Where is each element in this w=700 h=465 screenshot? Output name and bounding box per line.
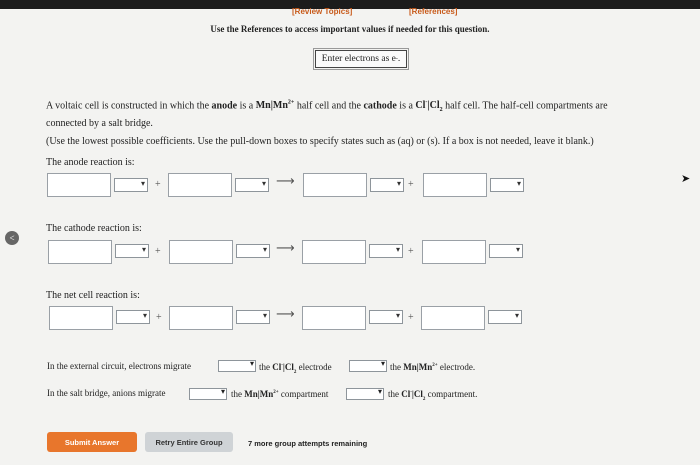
net-species-2-input[interactable]: [169, 306, 233, 330]
chevron-down-icon: ▾: [262, 311, 267, 320]
anode-product-2-input[interactable]: [423, 173, 487, 197]
anion-direction-select[interactable]: [189, 388, 227, 400]
chevron-down-icon: ▾: [395, 245, 400, 254]
electron-direction-select[interactable]: [218, 360, 256, 372]
reaction-arrow-icon: ⟶: [276, 307, 295, 322]
minus-superscript: -: [395, 56, 398, 62]
net-species-1-input[interactable]: [49, 306, 113, 330]
cl-electrode-text: the $Cl^-|Cl_2$ electrode: [259, 362, 332, 375]
cathode-product-state-1-select[interactable]: [369, 244, 403, 258]
use-references-note: Use the References to access important values if needed for this question.: [210, 24, 490, 34]
chevron-down-icon: ▾: [249, 359, 254, 368]
anode-product-1-input[interactable]: [303, 173, 367, 197]
enter-electrons-button[interactable]: [315, 50, 407, 68]
net-product-state-2-select[interactable]: [488, 310, 522, 324]
electron-direction-2-select[interactable]: [349, 360, 387, 372]
anode-species-2-input[interactable]: [168, 173, 232, 197]
salt-bridge-prefix: In the salt bridge, anions migrate: [47, 388, 166, 398]
chevron-down-icon: ▾: [261, 179, 266, 188]
net-label: The net cell reaction is:: [46, 290, 140, 301]
external-circuit-line: [47, 359, 191, 373]
chevron-down-icon: ▾: [380, 359, 385, 368]
salt-bridge-line: [47, 386, 165, 400]
cathode-product-2-input[interactable]: [422, 240, 486, 264]
net-product-1-input[interactable]: [302, 306, 366, 330]
plus-sign: +: [408, 246, 414, 257]
cathode-state-2-select[interactable]: [236, 244, 270, 258]
reaction-arrow-icon: ⟶: [276, 241, 295, 256]
enter-electrons-label: Enter electrons as e: [321, 54, 396, 64]
plus-sign: +: [155, 179, 161, 190]
cathode-product-1-input[interactable]: [302, 240, 366, 264]
net-state-1-select[interactable]: [116, 310, 150, 324]
attempts-remaining-text: 7 more group attempts remaining: [248, 439, 368, 448]
anode-state-2-select[interactable]: [235, 178, 269, 192]
anode-state-1-select[interactable]: [114, 178, 148, 192]
net-product-2-input[interactable]: [421, 306, 485, 330]
chevron-down-icon: ▾: [515, 245, 520, 254]
net-product-state-1-select[interactable]: [369, 310, 403, 324]
anode-product-state-1-select[interactable]: [370, 178, 404, 192]
cathode-species-1-input[interactable]: [48, 240, 112, 264]
instructions-text: (Use the lowest possible coefficients. Use the pull-down boxes to specify states such as (aq) or (s). If a box is not needed, leave it blank.): [46, 136, 594, 147]
anode-species-1-input[interactable]: [47, 173, 111, 197]
retry-group-button[interactable]: Retry Entire Group: [145, 432, 233, 452]
chevron-down-icon: ▾: [377, 387, 382, 396]
anode-label: The anode reaction is:: [46, 157, 135, 168]
cathode-state-1-select[interactable]: [115, 244, 149, 258]
plus-sign: +: [408, 179, 414, 190]
question-text: A voltaic cell is constructed in which the anode is a $Mn|Mn^{2+}$ half cell and the cathode is a $Cl^-|Cl_2$ half cell. The half-cell compartments are connected by a salt bridge.: [46, 100, 608, 130]
anode-product-state-2-select[interactable]: [490, 178, 524, 192]
plus-sign: +: [408, 312, 414, 323]
chevron-down-icon: ▾: [142, 311, 147, 320]
cl-compartment-text: the $Cl^-|Cl_2$ compartment.: [388, 389, 478, 402]
anion-direction-2-select[interactable]: [346, 388, 384, 400]
plus-sign: +: [156, 312, 162, 323]
mn-electrode-text: the $Mn|Mn^{2+}$ electrode.: [390, 362, 476, 372]
period: .: [397, 54, 401, 64]
mn-compartment-text: the $Mn|Mn^{2+}$ compartment: [231, 389, 329, 399]
cathode-species-2-input[interactable]: [169, 240, 233, 264]
chevron-down-icon: ▾: [262, 245, 267, 254]
net-state-2-select[interactable]: [236, 310, 270, 324]
chevron-down-icon: ▾: [514, 311, 519, 320]
review-topics-link[interactable]: [Review Topics]: [292, 7, 353, 16]
plus-sign: +: [155, 246, 161, 257]
cursor-icon: ➤: [681, 173, 691, 185]
references-link[interactable]: [References]: [409, 7, 458, 16]
cathode-product-state-2-select[interactable]: [489, 244, 523, 258]
chevron-down-icon: ▾: [141, 245, 146, 254]
back-arrow-icon[interactable]: <: [5, 231, 19, 245]
chevron-down-icon: ▾: [395, 311, 400, 320]
chevron-down-icon: ▾: [396, 179, 401, 188]
cathode-label: The cathode reaction is:: [46, 223, 142, 234]
submit-answer-button[interactable]: Submit Answer: [47, 432, 137, 452]
chevron-down-icon: ▾: [140, 179, 145, 188]
chevron-down-icon: ▾: [516, 179, 521, 188]
external-circuit-prefix: In the external circuit, electrons migrate: [47, 361, 191, 371]
reaction-arrow-icon: ⟶: [276, 174, 295, 189]
chevron-down-icon: ▾: [220, 387, 225, 396]
